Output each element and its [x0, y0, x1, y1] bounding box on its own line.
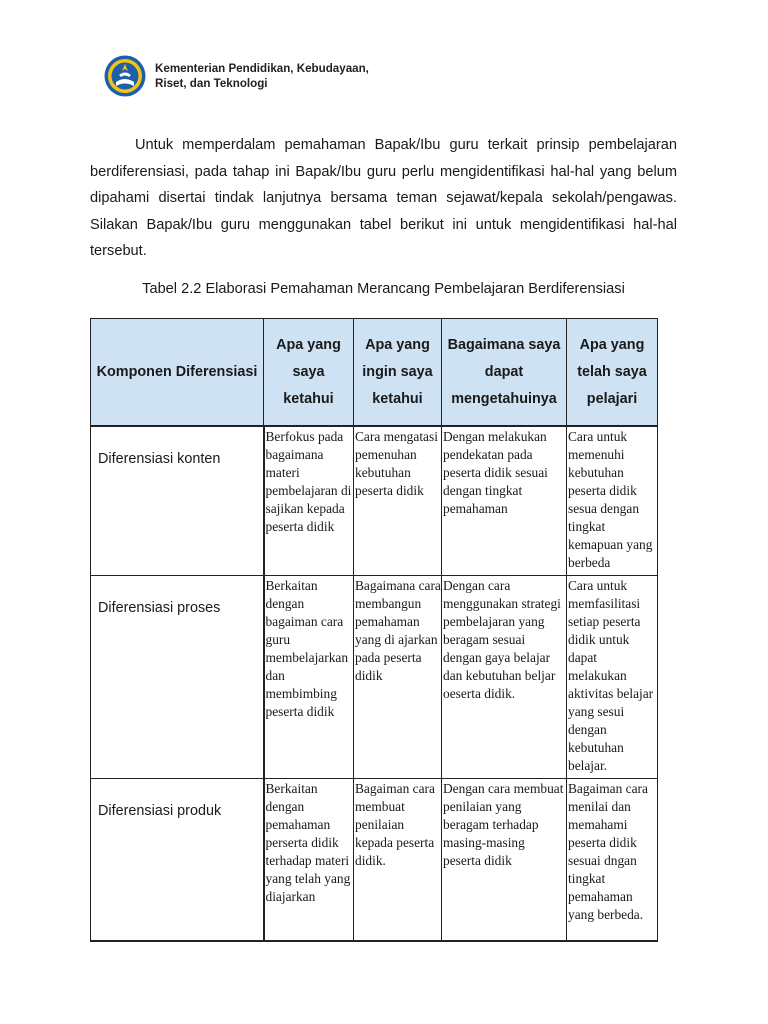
ministry-name [155, 61, 369, 91]
table-cell: Bagaimana cara membangun pemahaman yang di ajarkan pada peserta didik [354, 576, 442, 779]
header-komponen: Komponen Diferensiasi [91, 319, 264, 427]
ministry-name-line1: Kementerian Pendidikan, Kebudayaan, [155, 62, 369, 75]
header-apa-yang-saya-ketahui: Apa yang saya ketahui [264, 319, 354, 427]
header-bagaimana-mengetahuinya: Bagaimana saya dapat mengetahuinya [442, 319, 567, 427]
intro-paragraph [90, 132, 677, 265]
intro-paragraph-text: Untuk memperdalam pemahaman Bapak/Ibu guru terkait prinsip pembelajaran berdiferensiasi, pada tahap ini Bapak/Ibu guru perlu mengidentifikasi hal-hal yang belum dipahami disertai tindak lanjutnya bersama teman sejawat/kepala sekolah/pengawas. Silakan Bapak/Ibu guru menggunakan tabel berikut ini untuk mengidentifikasi hal-hal tersebut. [90, 137, 677, 260]
table-cell: Berfokus pada bagaimana materi pembelajaran di sajikan kepada peserta didik [264, 426, 354, 576]
tut-wuri-handayani-logo-icon [104, 55, 146, 97]
table-cell: Berkaitan dengan bagaiman cara guru membelajarkan dan membimbing peserta didik [264, 576, 354, 779]
table-cell: Bagaiman cara membuat penilaian kepada peserta didik. [354, 779, 442, 941]
table-caption: Tabel 2.2 Elaborasi Pemahaman Merancang Pembelajaran Berdiferensiasi [142, 281, 625, 297]
table-cell: Dengan melakukan pendekatan pada peserta didik sesuai dengan tingkat pemahaman [442, 426, 567, 576]
table-row [91, 576, 658, 779]
table-cell: Cara untuk memenuhi kebutuhan peserta didik sesua dengan tingkat kemapuan yang berbeda [567, 426, 658, 576]
table-cell: Dengan cara menggunakan strategi pembelajaran yang beragam sesuai dengan gaya belajar dan kebutuhan beljar oeserta didik. [442, 576, 567, 779]
table-cell: Cara mengatasi pemenuhan kebutuhan peserta didik [354, 426, 442, 576]
table-cell: Dengan cara membuat penilaian yang beragam terhadap masing-masing peserta didik [442, 779, 567, 941]
document-header [104, 55, 369, 97]
table-cell: Bagaiman cara menilai dan memahami peserta didik sesuai dngan tingkat pemahaman yang berbeda. [567, 779, 658, 941]
header-telah-saya-pelajari: Apa yang telah saya pelajari [567, 319, 658, 427]
header-ingin-saya-ketahui: Apa yang ingin saya ketahui [354, 319, 442, 427]
elaboration-table [90, 318, 658, 942]
row-component: Diferensiasi produk [91, 779, 264, 941]
ministry-name-line2: Riset, dan Teknologi [155, 77, 268, 90]
table-cell: Cara untuk memfasilitasi setiap peserta didik untuk dapat melakukan aktivitas belajar yang sesui dengan kebutuhan belajar. [567, 576, 658, 779]
table-row [91, 426, 658, 576]
row-component: Diferensiasi proses [91, 576, 264, 779]
table-header-row [91, 319, 658, 427]
table-row [91, 779, 658, 941]
row-component: Diferensiasi konten [91, 426, 264, 576]
table-cell: Berkaitan dengan pemahaman perserta didik terhadap materi yang telah yang diajarkan [264, 779, 354, 941]
